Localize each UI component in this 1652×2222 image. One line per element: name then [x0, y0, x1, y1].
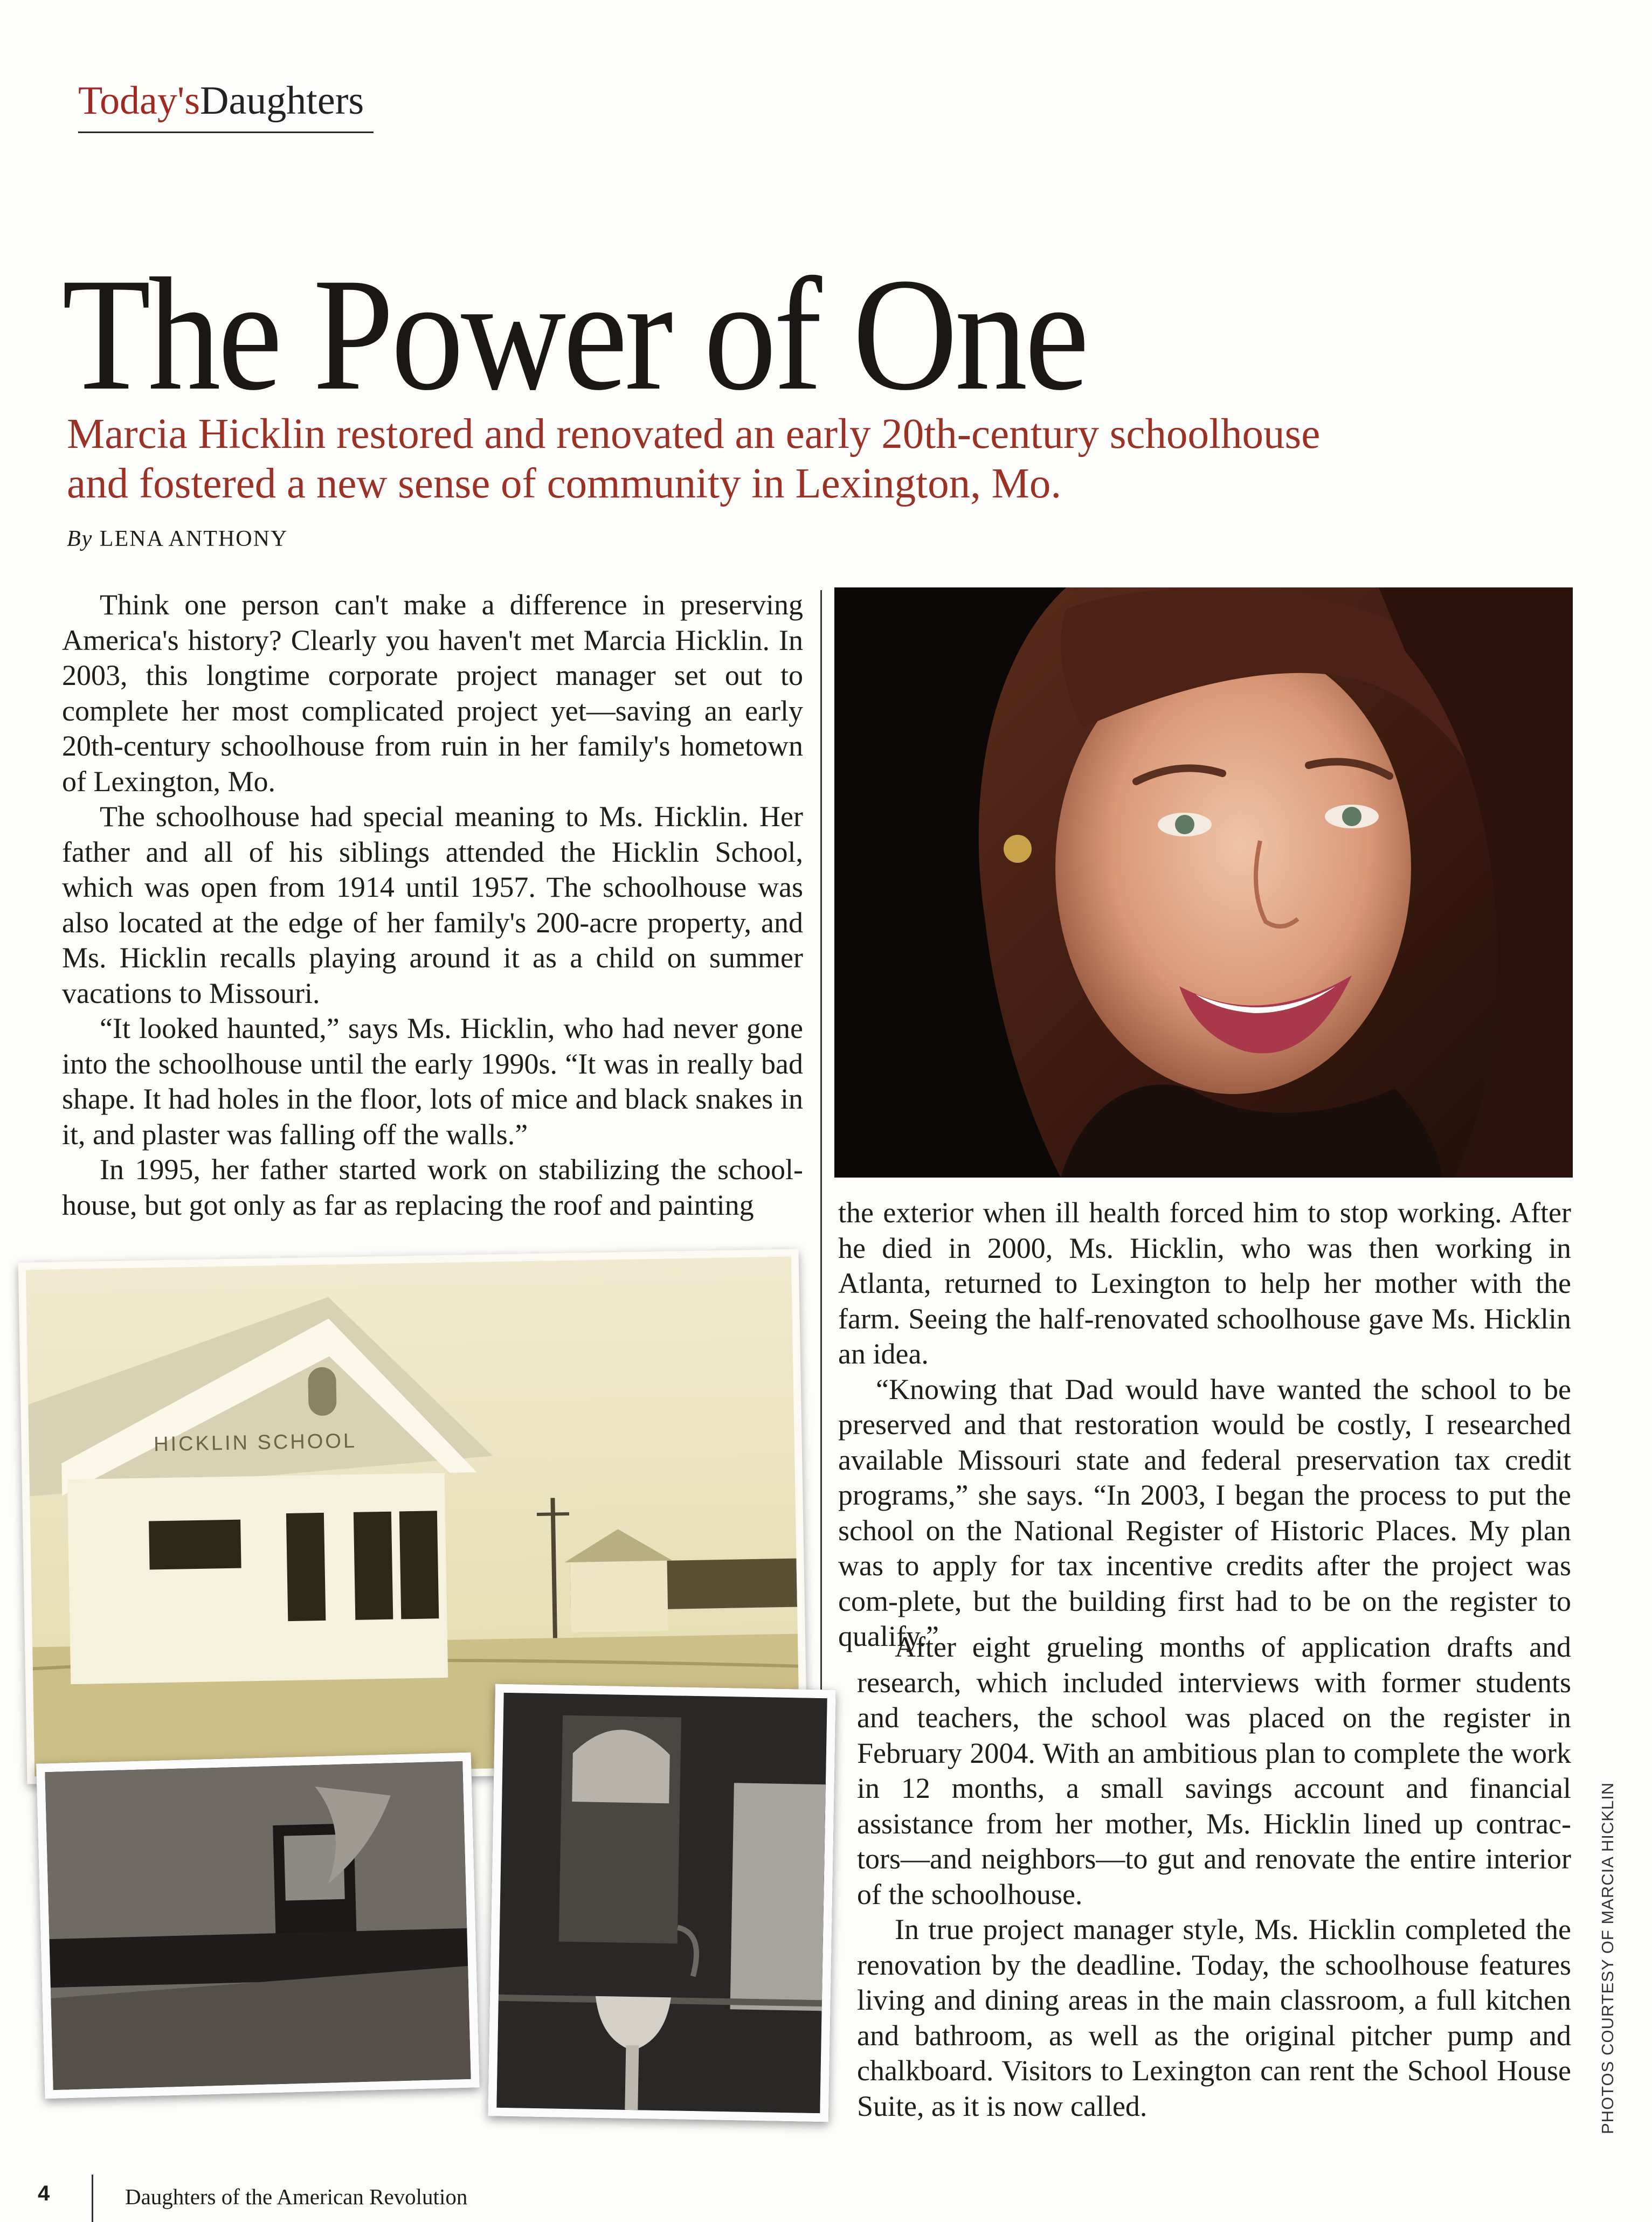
bathroom-interior-photo: [488, 1684, 836, 2122]
column-divider: [820, 590, 822, 1805]
byline-prefix: By: [67, 527, 93, 551]
paragraph: “Knowing that Dad would have wanted the school to be preserved and that restoration would be costly, I researched available Missouri state and federal preservation tax credit programs,” she says. “In 2003, I began the process to put the school on the National Register of Historic Places. My plan was to apply for tax incentive credits after the project was com-plete, but the building first had to be on the register to qualify.”: [838, 1373, 1571, 1652]
paragraph-continued: the exterior when ill health forced him to stop working. After he died in 2000, Ms. Hicklin, who was then working in Atlanta, returned to Lexington to help her mother with the farm. Seeing the half-renovated schoolhouse gave Ms. Hicklin an idea.: [838, 1196, 1571, 1370]
school-sign: HICKLIN SCHOOL: [153, 1429, 357, 1456]
publication-name: Daughters of the American Revolution: [125, 2184, 468, 2209]
photo-credit-text: PHOTOS COURTESY OF MARCIA HICKLIN: [1598, 1782, 1617, 2134]
body-column-right: [838, 1195, 1571, 1655]
photo-credit: [1582, 1782, 1630, 2134]
portrait-illustration: [834, 587, 1573, 1178]
byline-author: LENA ANTHONY: [99, 527, 288, 551]
paragraph: In 1995, her father started work on stabilizing the school-house, but got only as far as replacing the roof and painting: [62, 1153, 803, 1221]
article-dek: Marcia Hicklin restored and renovated an early 20th-century schoolhouse and fostered a new sense of community in Lexington, Mo.: [67, 411, 1321, 507]
paragraph: Think one person can't make a difference in preserving America's history? Clearly you haven't met Marcia Hicklin. In 2003, this longtime corporate project manager set out to complete her most complicated project yet—saving an early 20th-century schoolhouse from ruin in her family's hometown of Lexington, Mo.: [62, 589, 803, 798]
kicker-underline: [78, 131, 374, 133]
section-kicker: [78, 81, 364, 121]
portrait-photo: [834, 587, 1573, 1178]
page-number: 4: [38, 2182, 50, 2205]
paragraph: “It looked haunted,” says Ms. Hicklin, who had never gone into the schoolhouse until the early 1990s. “It was in really bad shape. It had holes in the floor, lots of mice and black snakes in it, and plaster was falling off the walls.”: [62, 1012, 803, 1151]
paragraph: The schoolhouse had special meaning to Ms. Hicklin. Her father and all of his siblings attended the Hicklin School, which was open from 1914 until 1957. The schoolhouse was also located at the edge of her family's 200-acre property, and Ms. Hicklin recalls playing around it as a child on summer vacations to Missouri.: [62, 800, 803, 1009]
bathroom-illustration: [496, 1693, 827, 2113]
classroom-illustration: [45, 1761, 471, 2090]
byline: [67, 526, 288, 552]
classroom-interior-photo: [36, 1753, 480, 2099]
kicker-todays: Today's: [78, 79, 201, 123]
footer-divider: [92, 2175, 93, 2222]
kicker-daughters: Daughters: [200, 79, 364, 123]
article-title: The Power of One: [62, 245, 1087, 424]
body-column-right-lower: [857, 1630, 1571, 2124]
body-column-left: [62, 587, 803, 1223]
paragraph: In true project manager style, Ms. Hicklin completed the renovation by the deadline. Today, the schoolhouse features living and dining areas in the main classroom, a full kitchen and bathroom, as well as the original pitcher pump and chalkboard. Visitors to Lexington can rent the School House Suite, as it is now called.: [857, 1913, 1571, 2122]
paragraph: After eight grueling months of application drafts and research, which included interviews with former students and teachers, the school was placed on the register in February 2004. With an ambitious plan to complete the work in 12 months, a small savings account and financial assistance from her mother, Ms. Hicklin lined up contrac-tors—and neighbors—to gut and renovate the entire interior of the schoolhouse.: [857, 1631, 1571, 1910]
